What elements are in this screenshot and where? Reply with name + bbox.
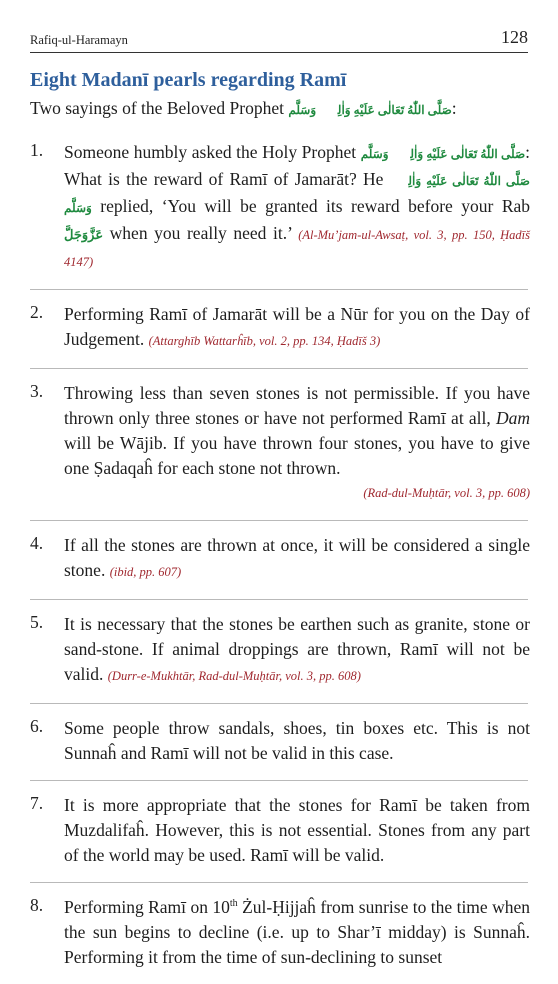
item-text xyxy=(64,612,530,689)
text-segment: Performing Ramī of Jamarāt will be a Nūr for you on the Day of Judgement. xyxy=(64,304,530,349)
running-header xyxy=(30,22,528,53)
list-item xyxy=(0,716,558,766)
item-number: 4. xyxy=(30,533,44,553)
emphasis-term: Dam xyxy=(495,408,531,428)
item-text xyxy=(64,716,530,766)
intro-colon: : xyxy=(451,98,457,118)
item-number: 5. xyxy=(30,612,44,632)
reference-citation: (ibid, pp. 607) xyxy=(109,565,182,579)
text-segment: Throwing less than seven stones is not permissible. If you have thrown only three stones or have not performed Ramī at all, xyxy=(64,383,530,428)
text-segment: : What is the reward of Ramī of Jamarāt? He xyxy=(64,142,531,189)
intro-text: Two sayings of the Beloved Prophet xyxy=(30,98,284,118)
reference-citation: (Attarghīb Wattarĥīb, vol. 2, pp. 134, Ḥadīš 3) xyxy=(148,334,381,348)
salutation-calligraphy: صَلَّى اللّٰهُ تَعَالٰى عَلَيْهِ وَاٰلِهٖ وَسَلَّم xyxy=(360,147,526,161)
list-item xyxy=(0,381,558,506)
divider xyxy=(30,520,528,521)
page-number: 128 xyxy=(501,27,528,47)
item-number: 6. xyxy=(30,716,44,736)
text-segment: It is necessary that the stones be earthen such as granite, stone or sand-stone. If animal droppings are thrown, Ramī will not be valid. xyxy=(64,614,530,684)
list-item xyxy=(0,895,558,970)
list-item xyxy=(0,793,558,868)
divider xyxy=(30,703,528,704)
item-text xyxy=(64,381,530,506)
item-number: 1. xyxy=(30,140,44,160)
text-segment: replied, ‘You will be granted its reward before your Rab xyxy=(100,196,531,216)
text-segment: Performing Ramī on 10 xyxy=(64,897,230,917)
text-segment: It is more appropriate that the stones for Ramī be taken from Muzdalifaĥ. However, this is not essential. Stones from any part of the world may be used. Ramī will be valid. xyxy=(64,795,530,865)
ordinal-suffix: th xyxy=(229,898,238,910)
list-item xyxy=(0,140,558,275)
salutation-calligraphy: صَلَّى اللّٰهُ تَعَالٰى عَلَيْهِ وَاٰلِهٖ وَسَلَّم xyxy=(288,103,452,117)
item-text xyxy=(64,302,530,354)
book-title: Rafiq-ul-Haramayn xyxy=(30,33,128,47)
item-number: 8. xyxy=(30,895,44,915)
divider xyxy=(30,368,528,369)
section-heading: Eight Madanī pearls regarding Ramī xyxy=(30,69,347,91)
azza-calligraphy: عَزَّوَجَلَّ xyxy=(64,227,104,242)
intro-line xyxy=(30,98,457,119)
text-segment: If all the stones are thrown at once, it will be considered a single stone. xyxy=(64,535,530,580)
text-segment: will be Wājib. If you have thrown four stones, you have to give one Ṣadaqaĥ for each stone not thrown. xyxy=(64,433,530,478)
list-item xyxy=(0,612,558,689)
divider xyxy=(30,780,528,781)
divider xyxy=(30,599,528,600)
item-number: 2. xyxy=(30,302,44,322)
item-text xyxy=(64,533,530,585)
reference-citation: (Rad-dul-Muḥtār, vol. 3, pp. 608) xyxy=(363,486,530,500)
item-number: 3. xyxy=(30,381,44,401)
text-segment: when you really need it.’ xyxy=(109,223,292,243)
text-segment: Some people throw sandals, shoes, tin boxes etc. This is not Sunnaĥ and Ramī will not be valid in this case. xyxy=(64,718,530,763)
salutation-calligraphy: صَلَّى اللّٰهُ تَعَالٰى عَلَيْهِ وَاٰلِهٖ وَسَلَّم xyxy=(64,174,530,215)
item-text xyxy=(64,793,530,868)
item-number: 7. xyxy=(30,793,44,813)
divider xyxy=(30,289,528,290)
item-text xyxy=(64,140,530,275)
divider xyxy=(30,882,528,883)
list-item xyxy=(0,302,558,354)
list-item xyxy=(0,533,558,585)
reference-citation: (Al-Mu’jam-ul-Awsaṭ, vol. 3, pp. 150, Ḥadīš 4147) xyxy=(64,228,531,269)
text-segment: Żul-Ḥijjaĥ from sunrise to the time when the sun begins to decline (i.e. up to Shar’ī midday) is Sunnaĥ. Performing it from the time of sun-declining to sunset xyxy=(64,897,531,967)
item-text xyxy=(64,895,530,970)
text-segment: Someone humbly asked the Holy Prophet xyxy=(64,142,357,162)
pearls-list xyxy=(0,140,558,984)
reference-citation: (Durr-e-Mukhtār, Rad-dul-Muḥtār, vol. 3, pp. 608) xyxy=(107,669,361,683)
